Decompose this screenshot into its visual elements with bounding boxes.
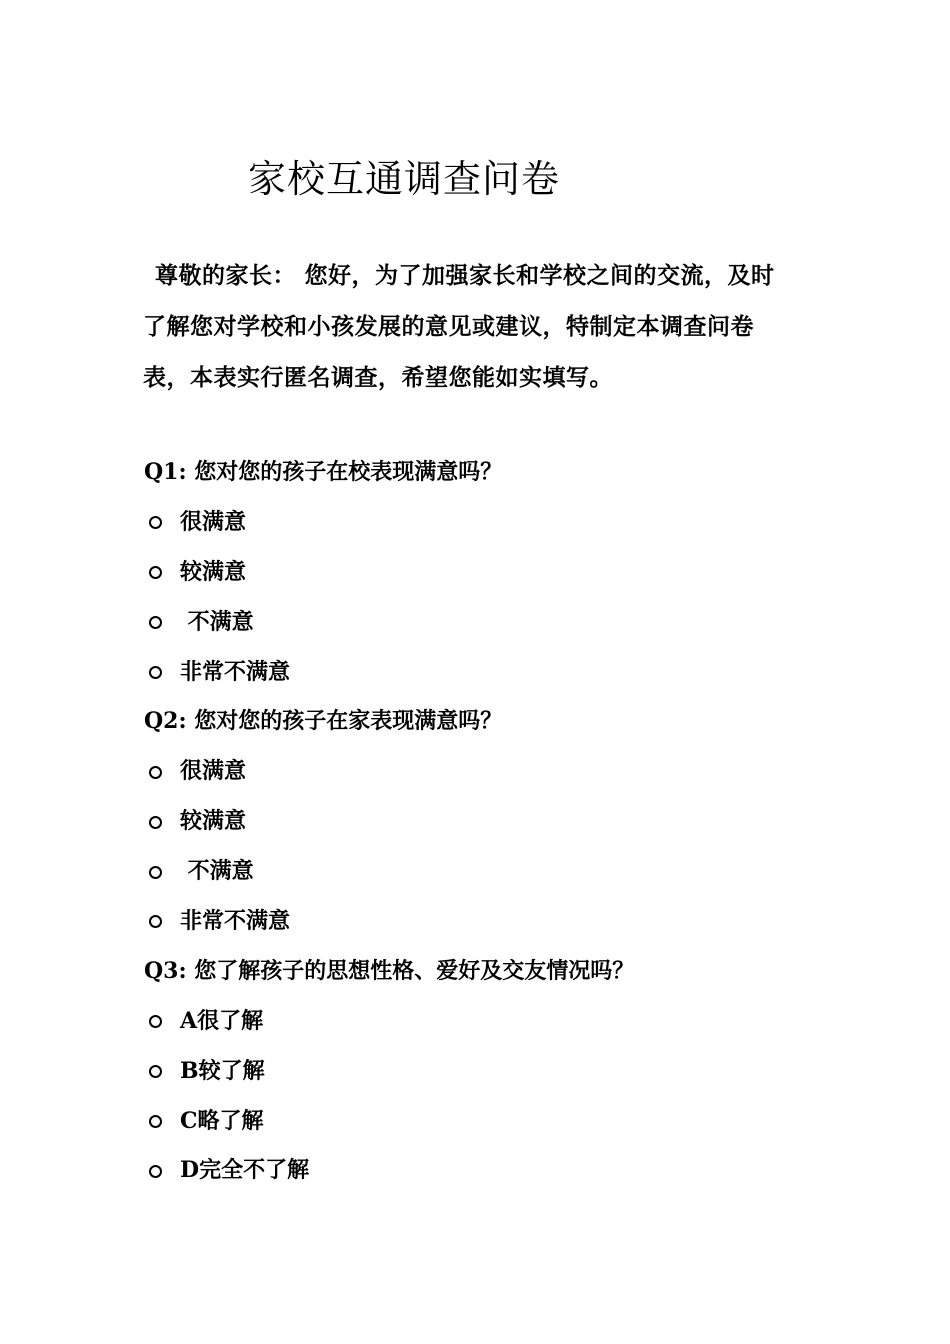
intro-line: 表，本表实行匿名调查，希望您能如实填写。: [143, 364, 613, 391]
option-q2-1[interactable]: [144, 747, 844, 797]
intro-line: 了解您对学校和小孩发展的意见或建议，特制定本调查问卷: [143, 313, 754, 340]
option-q2-2[interactable]: [144, 797, 844, 847]
option-label: 很满意: [180, 758, 247, 785]
option-q1-2[interactable]: [144, 548, 844, 598]
option-q1-3[interactable]: [144, 598, 844, 648]
radio-circle-icon[interactable]: [149, 666, 162, 679]
option-label: 较满意: [180, 558, 247, 585]
option-q3-a[interactable]: [144, 997, 844, 1047]
radio-circle-icon[interactable]: [149, 516, 162, 529]
option-q1-1[interactable]: [144, 498, 844, 548]
radio-circle-icon[interactable]: [149, 1115, 162, 1128]
radio-circle-icon[interactable]: [149, 566, 162, 579]
intro-paragraph: [143, 250, 823, 403]
page-title: 家校互通调查问卷: [248, 157, 561, 201]
option-label: C略了解: [180, 1107, 264, 1134]
option-q2-4[interactable]: [144, 897, 844, 947]
option-label: 不满意: [180, 608, 254, 635]
question-list: [144, 448, 844, 1196]
radio-circle-icon[interactable]: [149, 766, 162, 779]
intro-line: 尊敬的家长： 您好，为了加强家长和学校之间的交流，及时: [155, 262, 775, 289]
option-label: 较满意: [180, 808, 247, 835]
option-q2-3[interactable]: [144, 847, 844, 897]
option-q3-d[interactable]: [144, 1146, 844, 1196]
radio-circle-icon[interactable]: [149, 1015, 162, 1028]
question-label-q1: Q1: 您对您的孩子在校表现满意吗？: [144, 459, 503, 485]
option-label: 非常不满意: [180, 658, 291, 685]
radio-circle-icon[interactable]: [149, 816, 162, 829]
radio-circle-icon[interactable]: [149, 1165, 162, 1178]
option-label: 不满意: [180, 858, 254, 885]
option-label: D完全不了解: [180, 1157, 310, 1184]
radio-circle-icon[interactable]: [149, 616, 162, 629]
option-label: 很满意: [180, 508, 247, 535]
option-label: A很了解: [180, 1007, 264, 1034]
option-q3-b[interactable]: [144, 1047, 844, 1097]
radio-circle-icon[interactable]: [149, 866, 162, 879]
option-label: 非常不满意: [180, 908, 291, 935]
question-label-q2: Q2: 您对您的孩子在家表现满意吗？: [144, 708, 503, 735]
option-q3-c[interactable]: [144, 1097, 844, 1147]
question-label-q3: Q3: 您了解孩子的思想性格、爱好及交友情况吗？: [144, 957, 635, 984]
option-label: B较了解: [180, 1057, 265, 1084]
radio-circle-icon[interactable]: [149, 915, 162, 928]
option-q1-4[interactable]: [144, 648, 844, 698]
radio-circle-icon[interactable]: [149, 1065, 162, 1078]
